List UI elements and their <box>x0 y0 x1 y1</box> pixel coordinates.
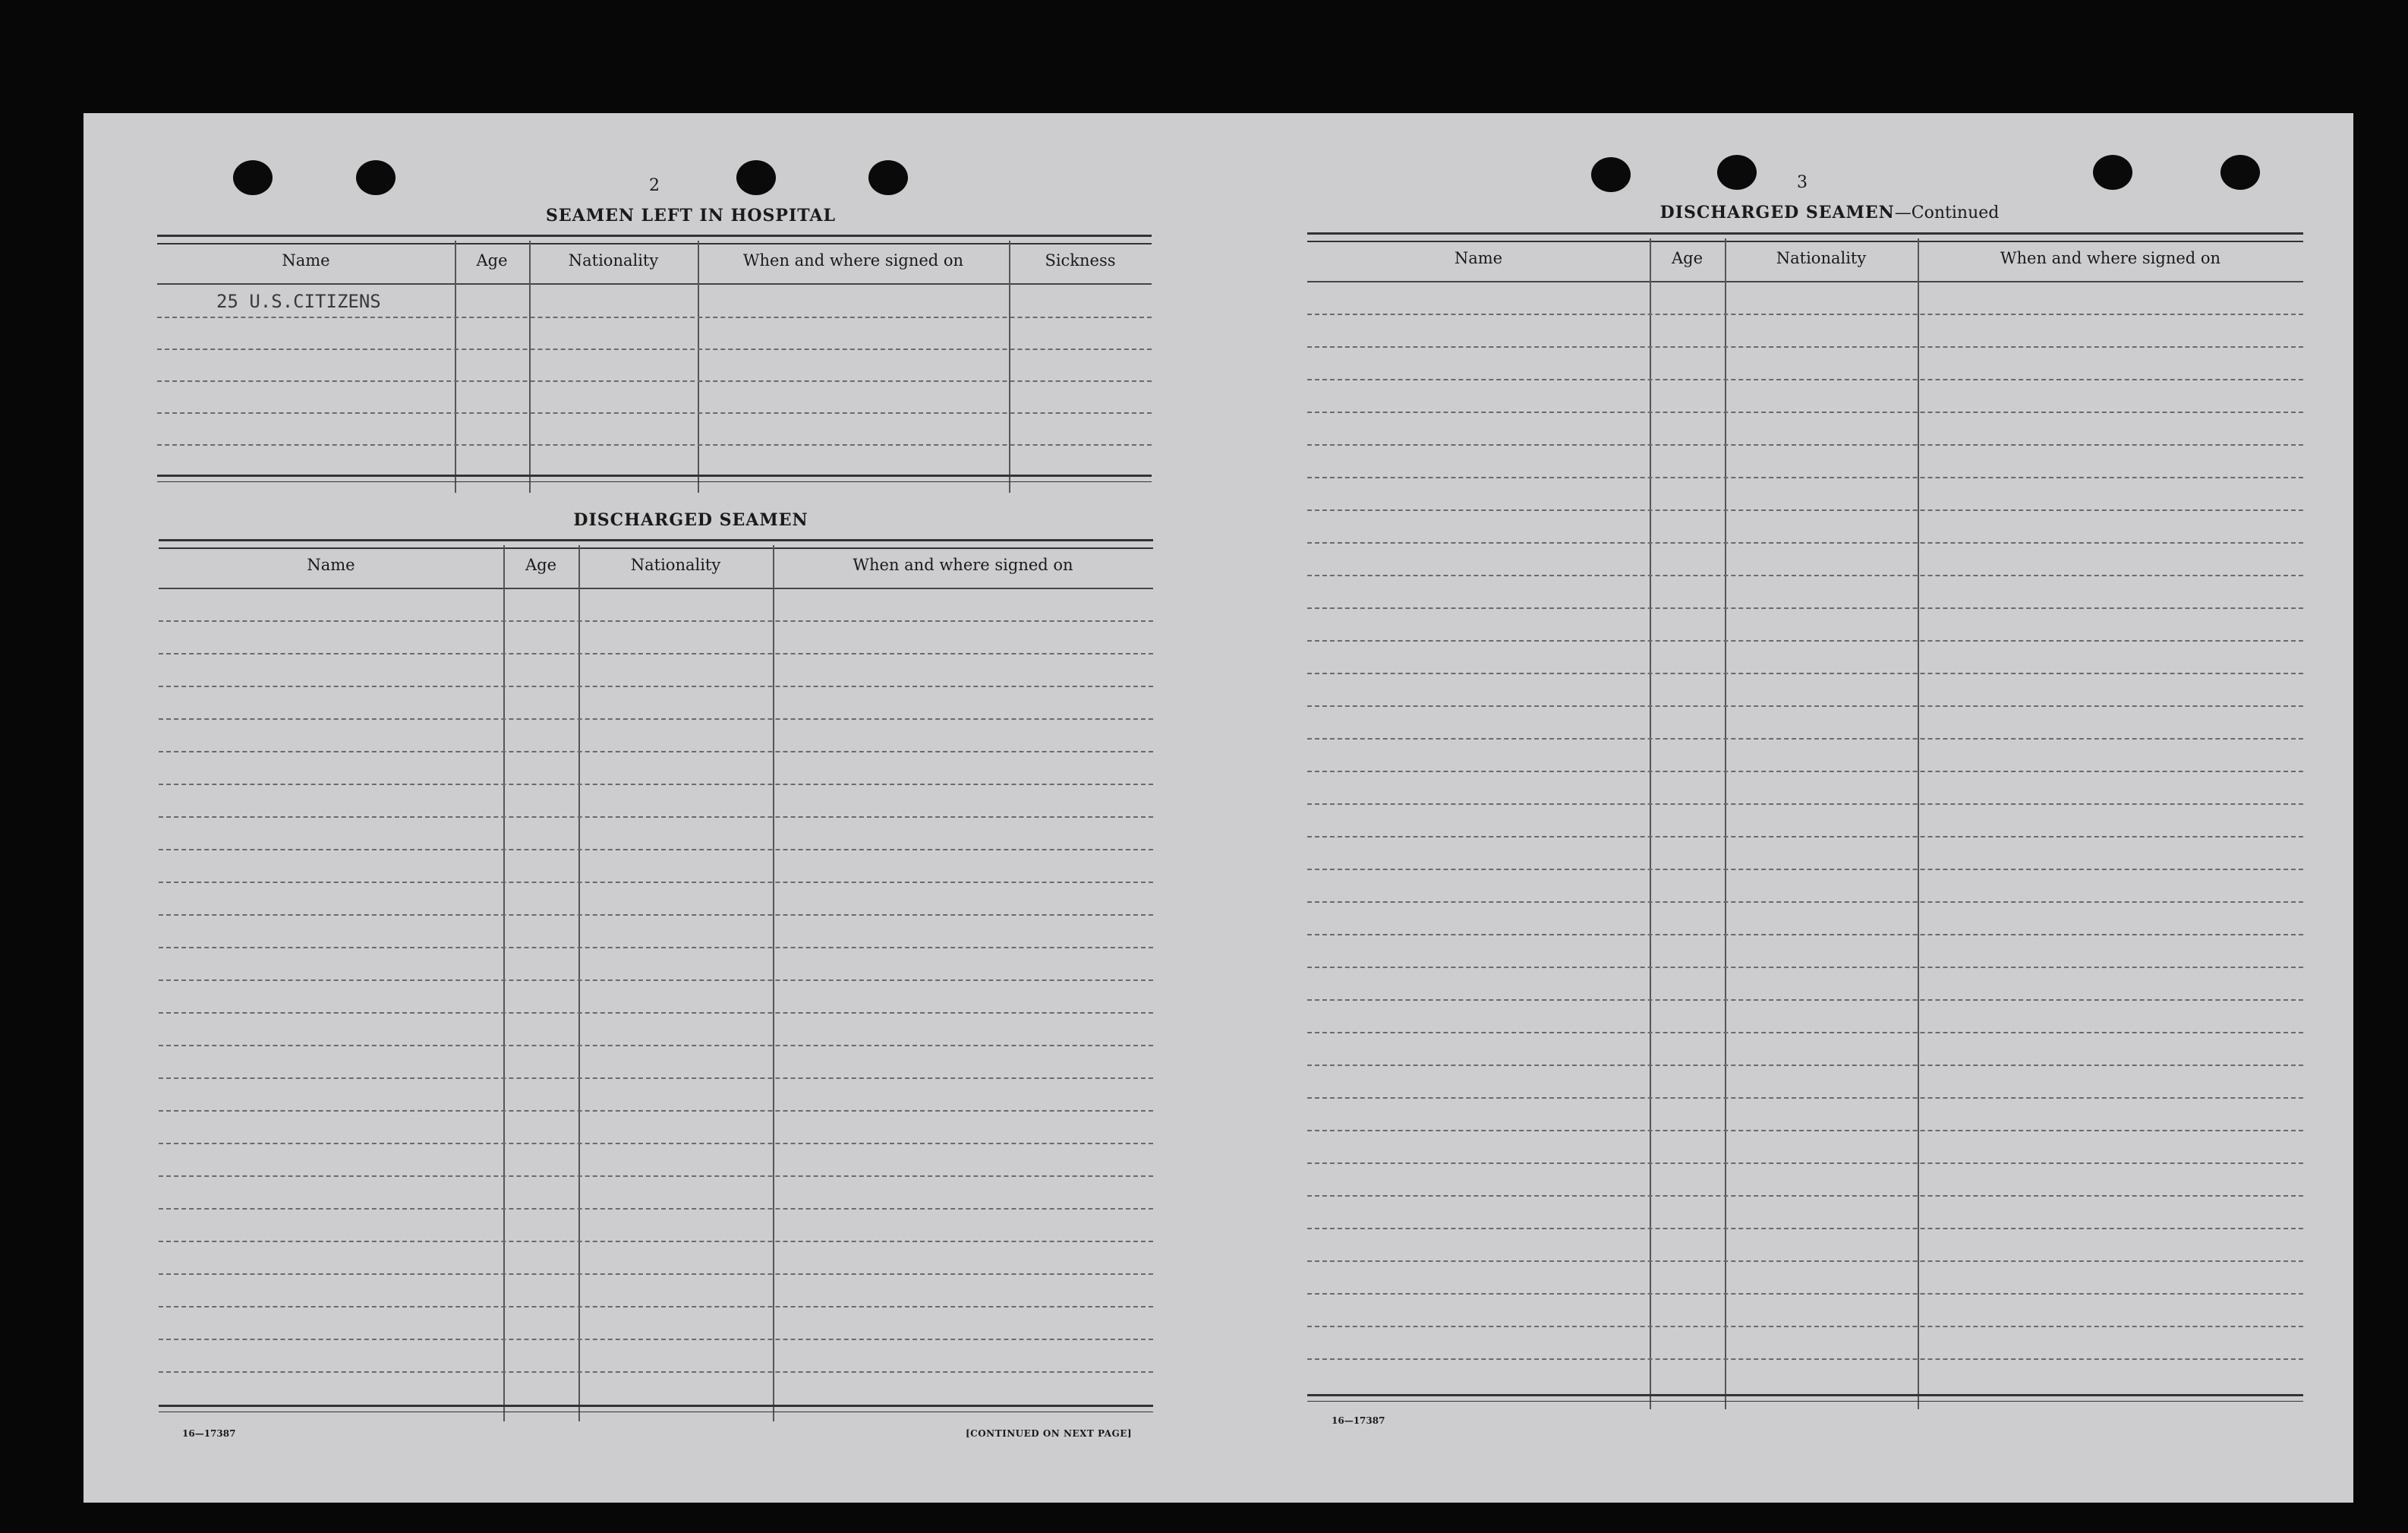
row-rule <box>1307 1293 2303 1295</box>
column-header-when-where: When and where signed on <box>2000 249 2221 267</box>
row-rule <box>159 751 1153 752</box>
row-rule <box>1307 444 2303 446</box>
row-rule <box>157 444 1152 446</box>
row-rule <box>1307 1065 2303 1066</box>
row-rule <box>1307 477 2303 478</box>
row-rule <box>159 653 1153 655</box>
row-rule <box>1307 607 2303 609</box>
column-divider <box>773 545 774 1421</box>
row-rule <box>1307 346 2303 348</box>
continued-note: [CONTINUED ON NEXT PAGE] <box>966 1428 1133 1439</box>
row-rule <box>159 1045 1153 1046</box>
section-title-text: DISCHARGED SEAMEN <box>1659 203 1895 222</box>
row-rule <box>159 1306 1153 1307</box>
column-divider <box>578 545 580 1421</box>
row-rule <box>159 1143 1153 1144</box>
section-title-suffix: —Continued <box>1894 203 2000 222</box>
column-divider <box>1650 238 1651 1409</box>
row-rule <box>159 1273 1153 1275</box>
row-rule <box>1307 1326 2303 1327</box>
column-header-sickness: Sickness <box>1045 251 1116 270</box>
table-bottom-rule <box>157 475 1152 482</box>
punch-hole <box>356 160 396 195</box>
row-rule <box>159 1110 1153 1112</box>
punch-hole <box>2093 155 2132 190</box>
row-rule <box>1307 1260 2303 1262</box>
header-rule <box>157 283 1152 285</box>
row-rule <box>1307 640 2303 642</box>
row-rule <box>1307 738 2303 740</box>
column-header-name: Name <box>1454 249 1503 267</box>
row-rule <box>159 1208 1153 1210</box>
column-header-age: Age <box>525 556 557 574</box>
row-rule <box>1307 1228 2303 1229</box>
section-title-discharged: DISCHARGED SEAMEN <box>573 510 808 530</box>
row-rule <box>1307 999 2303 1001</box>
row-rule <box>157 412 1152 414</box>
header-rule <box>159 588 1153 589</box>
row-rule <box>157 317 1152 318</box>
header-rule <box>1307 281 2303 282</box>
row-rule <box>159 979 1153 981</box>
row-rule <box>1307 1162 2303 1164</box>
column-header-nationality: Nationality <box>568 251 659 270</box>
column-header-age: Age <box>1671 249 1704 267</box>
column-header-name: Name <box>307 556 355 574</box>
column-header-when-where: When and where signed on <box>853 556 1073 574</box>
punch-hole <box>2220 155 2260 190</box>
column-divider <box>698 241 699 493</box>
row-rule <box>1307 967 2303 968</box>
row-rule <box>159 914 1153 916</box>
row-rule <box>159 816 1153 818</box>
column-divider <box>529 241 531 493</box>
column-header-nationality: Nationality <box>1776 249 1867 267</box>
column-divider <box>1918 238 1919 1409</box>
column-divider <box>455 241 456 493</box>
column-header-age: Age <box>476 251 508 270</box>
row-rule <box>159 1012 1153 1014</box>
typed-entry: 25 U.S.CITIZENS <box>216 291 381 312</box>
table-top-rule <box>1307 232 2303 242</box>
row-rule <box>1307 509 2303 511</box>
row-rule <box>1307 542 2303 544</box>
discharged-table-left <box>159 539 1153 1421</box>
discharged-table-right <box>1307 232 2303 1409</box>
row-rule <box>1307 836 2303 837</box>
document-sheet <box>84 113 2353 1503</box>
row-rule <box>157 380 1152 382</box>
column-header-name: Name <box>282 251 330 270</box>
row-rule <box>159 1241 1153 1242</box>
row-rule <box>1307 314 2303 315</box>
row-rule <box>1307 934 2303 935</box>
table-top-rule <box>157 235 1152 244</box>
column-divider <box>1725 238 1726 1409</box>
row-rule <box>159 849 1153 850</box>
punch-hole <box>1591 157 1631 192</box>
page-number: 3 <box>1797 173 1808 192</box>
hospital-table <box>157 235 1152 493</box>
row-rule <box>159 784 1153 785</box>
row-rule <box>159 1339 1153 1340</box>
table-bottom-rule <box>159 1405 1153 1412</box>
row-rule <box>1307 1358 2303 1360</box>
punch-hole <box>868 160 908 195</box>
row-rule <box>157 349 1152 350</box>
row-rule <box>1307 379 2303 380</box>
row-rule <box>159 686 1153 687</box>
row-rule <box>159 620 1153 622</box>
form-code: 16—17387 <box>182 1428 236 1439</box>
row-rule <box>1307 803 2303 805</box>
row-rule <box>1307 1195 2303 1197</box>
row-rule <box>1307 869 2303 870</box>
punch-hole <box>233 160 273 195</box>
punch-hole <box>736 160 776 195</box>
row-rule <box>159 718 1153 720</box>
page-number: 2 <box>649 176 660 195</box>
row-rule <box>159 1175 1153 1177</box>
row-rule <box>159 947 1153 948</box>
row-rule <box>1307 901 2303 903</box>
form-code: 16—17387 <box>1332 1415 1385 1426</box>
row-rule <box>1307 1097 2303 1099</box>
row-rule <box>1307 771 2303 772</box>
row-rule <box>1307 575 2303 576</box>
column-divider <box>1009 241 1010 493</box>
row-rule <box>1307 673 2303 674</box>
column-header-when-where: When and where signed on <box>742 251 964 270</box>
row-rule <box>159 1077 1153 1079</box>
row-rule <box>1307 1130 2303 1131</box>
row-rule <box>1307 412 2303 413</box>
section-title-discharged-continued <box>1587 203 2072 222</box>
row-rule <box>1307 705 2303 707</box>
column-header-nationality: Nationality <box>630 556 721 574</box>
row-rule <box>159 882 1153 883</box>
row-rule <box>1307 1032 2303 1033</box>
table-bottom-rule <box>1307 1394 2303 1402</box>
table-top-rule <box>159 539 1153 549</box>
row-rule <box>159 1371 1153 1373</box>
column-divider <box>503 545 505 1421</box>
punch-hole <box>1717 155 1757 190</box>
section-title-hospital: SEAMEN LEFT IN HOSPITAL <box>546 206 836 226</box>
